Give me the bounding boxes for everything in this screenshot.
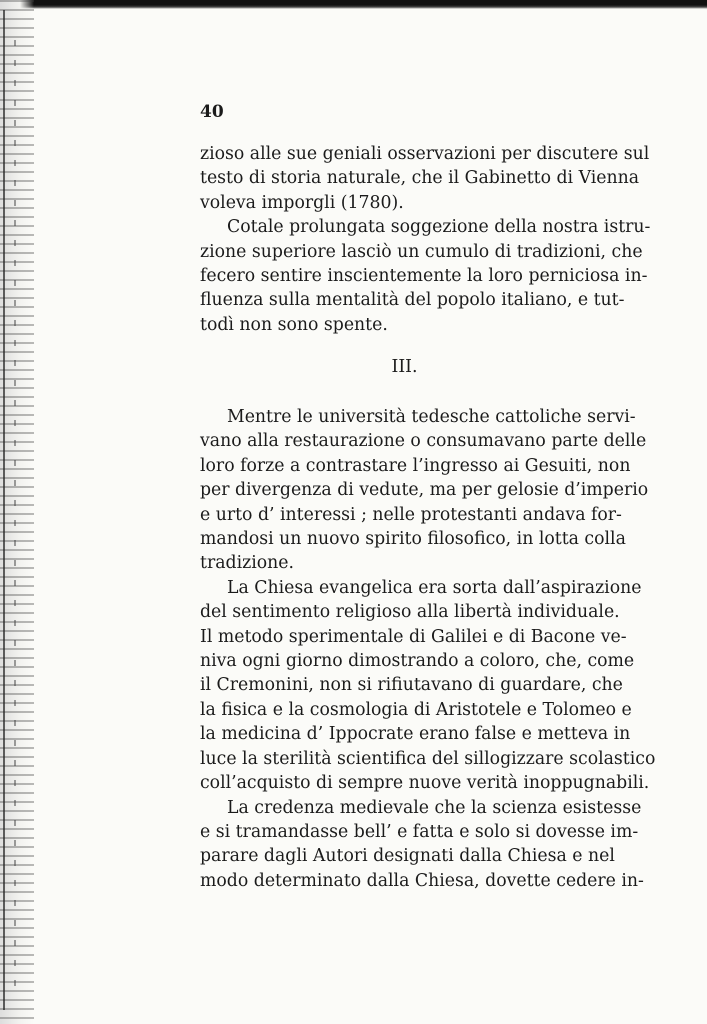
text-line: todì non sono spente. xyxy=(200,314,388,335)
text-line: Il metodo sperimentale di Galilei e di Bacone ve- xyxy=(200,626,627,647)
text-line: e urto d’ interessi ; nelle protestanti andava for- xyxy=(200,504,622,525)
paragraph xyxy=(200,576,656,796)
text-line: la medicina d’ Ippocrate erano false e metteva in xyxy=(200,724,631,745)
paragraph xyxy=(200,405,649,576)
text-line: vano alla restaurazione o consumavano parte delle xyxy=(200,431,647,452)
text-line: Cotale prolungata soggezione della nostra istru- xyxy=(227,217,651,238)
text-block-bottom xyxy=(200,405,656,893)
text-line: parare dagli Autori designati dalla Chiesa e nel xyxy=(200,846,615,867)
text-line: e si tramandasse bell’ e fatta e solo si dovesse im- xyxy=(200,821,639,842)
text-line: loro forze a contrastare l’ingresso ai Gesuiti, non xyxy=(200,455,631,476)
section-heading: III. xyxy=(391,357,418,377)
text-block-top xyxy=(200,142,651,337)
text-line: fluenza sulla mentalità del popolo italiano, e tut- xyxy=(200,290,625,311)
text-line: zioso alle sue geniali osservazioni per discutere sul xyxy=(200,144,650,164)
text-line: mandosi un nuovo spirito filosofico, in lotta colla xyxy=(200,529,626,550)
text-line: La credenza medievale che la scienza esistesse xyxy=(227,797,642,818)
text-line: niva ogni giorno dimostrando a coloro, che, come xyxy=(200,651,635,672)
paragraph xyxy=(200,215,651,337)
page-binding-edge xyxy=(0,0,34,1024)
text-line: modo determinato dalla Chiesa, dovette cedere in- xyxy=(200,870,644,891)
page-number: 40 xyxy=(200,102,224,122)
text-line: luce la sterilità scientifica del sillogizzare scolastico xyxy=(200,748,656,769)
text-line: voleva imporgli (1780). xyxy=(200,192,404,213)
paragraph xyxy=(200,796,644,894)
text-line: testo di storia naturale, che il Gabinetto di Vienna xyxy=(200,168,640,189)
text-line: tradizione. xyxy=(200,553,294,574)
text-line: fecero sentire inscientemente la loro perniciosa in- xyxy=(200,266,648,287)
text-line: Mentre le università tedesche cattoliche servi- xyxy=(227,407,636,427)
paragraph-continuation xyxy=(200,142,650,215)
text-line: il Cremonini, non si rifiutavano di guardare, che xyxy=(200,675,623,696)
page-top-edge xyxy=(0,0,707,9)
text-line: la fisica e la cosmologia di Aristotele e Tolomeo e xyxy=(200,699,632,720)
text-line: La Chiesa evangelica era sorta dall’aspirazione xyxy=(227,577,642,598)
text-line: del sentimento religioso alla libertà individuale. xyxy=(200,602,620,623)
text-line: zione superiore lasciò un cumulo di tradizioni, che xyxy=(200,241,643,262)
text-line: per divergenza di vedute, ma per gelosie d’imperio xyxy=(200,480,649,501)
text-line: coll’acquisto di sempre nuove verità inoppugnabili. xyxy=(200,773,650,794)
